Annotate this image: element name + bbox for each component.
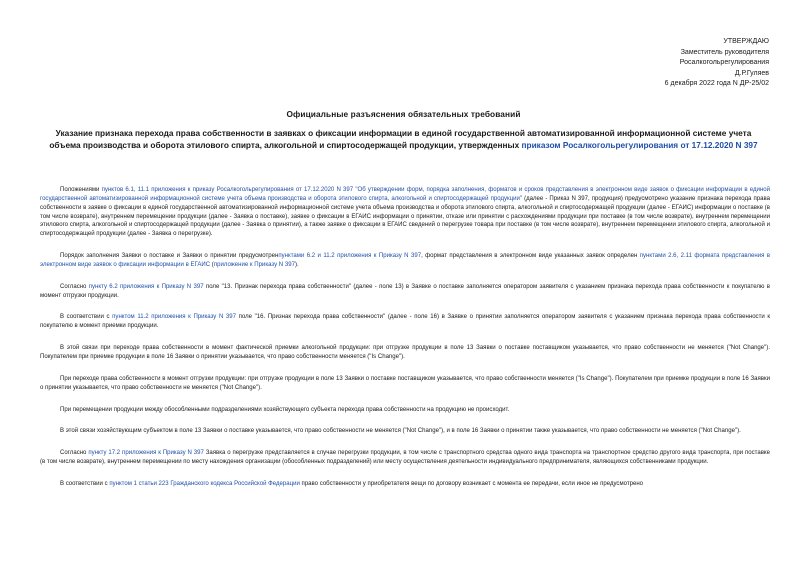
approver-position: Заместитель руководителя xyxy=(680,48,769,56)
subject-text: Указание признака перехода права собственности в заявках о фиксации информации в единой государственной автоматизированной информационной системе учета объема производства и оборота этилового спирта, алкогольной и спиртосодержащей продукции, утвержденных xyxy=(49,128,752,150)
paragraph-text: Согласно xyxy=(60,283,89,290)
doc-link[interactable]: приложение к Приказу N 397 xyxy=(213,261,295,268)
approval-stamp: УТВЕРЖДАЮ xyxy=(723,38,769,45)
paragraph-4 xyxy=(40,313,770,331)
doc-link[interactable]: пунктов 6.1, 11.1 приложения к приказу Росалкогольрегулирования от 17.12.2020 N 397 xyxy=(101,187,354,193)
doc-link[interactable]: пунктом 1 статьи 223 Гражданского кодекса Российской Федерации xyxy=(109,480,300,487)
paragraph-text: поле "13. Признак перехода права собственности" (далее - поле 13) в Заявке о поставке заполняется оператором заявителя с указанием признака перехода права собственности к покупателю в момент отгрузки продукции. xyxy=(40,283,770,299)
document-subject xyxy=(40,127,767,151)
doc-link[interactable]: пунктом 11.2 приложения к Приказу N 397 xyxy=(112,314,237,321)
paragraph-9 xyxy=(40,449,770,467)
paragraph-text: В соответствии с xyxy=(60,314,113,321)
paragraph-8: В этой связи хозяйствующим субъектом в поле 13 Заявки о поставке указывается, что право собственности не меняется ("Not Change"), и в поле 16 Заявки о принятии также указывается, что право собственности не меняется ("Not Change"). xyxy=(60,428,741,435)
paragraph-10 xyxy=(40,480,770,489)
approval-block xyxy=(569,37,769,90)
paragraph-text: Заявка о перегрузке представляется в случае перегрузки продукции, в том числе с транспортного средства одного вида транспорта на транспортное средство другого вида транспорта, при поставке (в том числе возврате), внутреннем перемещении по месту нахождения организации (обособленных подразделений) или месту осуществления деятельности индивидуального предпринимателя, являющихся собственниками продукции. xyxy=(40,450,770,466)
paragraph-text: (далее - Приказ N 397, продукция) предусмотрено указание признака перехода права собственности в заявке о фиксации в единой государственной автоматизированной информационной системе учета объема производства и оборота этилового спирта, алкогольной и спиртосодержащей продукции (далее - ЕГАИС) информации о поставке (в том числе возврате), внутреннем перемещении продукции (далее - Заявка о поставке), заявке о фиксации в ЕГАИС информации о принятии, отказе или принятии с расхождениями продукции при поставке (в том числе возврате), внутреннем перемещении этилового спирта, алкогольной и спиртосодержащей продукции (далее - Заявка о принятии), а также заявке о фиксации в ЕГАИС сведений о перегрузке товара при поставке (в том числе возврате), внутреннем перемещении этилового спирта, алкогольной и спиртосодержащей продукции (далее - Заявка о перегрузке). xyxy=(40,195,770,238)
paragraph-text: В соответствии с xyxy=(60,480,110,487)
doc-link[interactable]: пунктами 6.2 и 11.2 приложения к Приказу N 397 xyxy=(278,253,422,260)
paragraph-text: ). xyxy=(294,261,299,268)
paragraph-5: В этой связи при переходе права собственности в момент фактической приемки алкогольной продукции: при отгрузке продукции в поле 13 Заявки о поставке поставщиком указывается, что право собственности не меняется ("Not Change"). Покупателем при приемке продукции в поле 16 Заявки о принятии указывается, что право собственности меняется ("Is Change"). xyxy=(40,345,770,360)
paragraph-text: ( xyxy=(210,261,214,268)
paragraph-1 xyxy=(40,186,770,239)
approver-organization: Росалкогольрегулирования xyxy=(679,59,769,67)
document-heading: Официальные разъяснения обязательных требований xyxy=(286,109,521,119)
paragraph-text: Согласно xyxy=(60,450,89,457)
order-link[interactable]: приказом Росалкогольрегулирования от 17.12.2020 N 397 xyxy=(521,140,758,150)
doc-link[interactable]: пункту 17.2 приложения к Приказу N 397 xyxy=(88,450,204,457)
doc-link[interactable]: пункту 6.2 приложения к Приказу N 397 xyxy=(88,283,204,290)
document-body xyxy=(40,186,770,502)
paragraph-7: При перемещении продукции между обособленными подразделениями хозяйствующего субъекта перехода права собственности на продукцию не происходит. xyxy=(60,406,510,413)
approval-date: 6 декабря 2022 года N ДР-25/02 xyxy=(664,80,769,88)
paragraph-text: Порядок заполнения Заявки о поставке и Заявки о принятии предусмотрен xyxy=(60,253,279,260)
paragraph-3 xyxy=(40,283,770,301)
doc-link[interactable]: пунктами 2.6, 2.11 формата представления в электронном виде заявок о фиксации информации в ЕГАИС xyxy=(40,253,771,268)
paragraph-text: право собственности у приобретателя вещи по договору возникает с момента ее передачи, если иное не предусмотрено xyxy=(299,480,644,487)
approver-name: Д.Р.Гуляев xyxy=(734,69,769,77)
paragraph-text: поле "16. Признак перехода права собственности" (далее - поле 16) в Заявке о принятии заполняется оператором заявителя с указанием признака перехода права собственности к покупателю в момент приемки продукции. xyxy=(40,314,770,330)
paragraph-text: Положениями xyxy=(60,187,102,193)
paragraph-6: При переходе права собственности в момент отгрузки продукции: при отгрузке продукции в поле 13 Заявки о поставке поставщиком указывается, что право собственности меняется ("Is Change"). Покупателем при приемке продукции в поле 16 Заявки о принятии указывается, что право собственности не меняется ("Not Change"). xyxy=(40,375,770,391)
paragraph-2 xyxy=(40,252,770,270)
paragraph-text: , формат представления в электронном виде указанных заявок определен xyxy=(421,253,640,260)
doc-link[interactable]: "Об утверждении форм, порядка заполнения, форматов и сроков представления в электронном виде заявок о фиксации информации в единой государственной автоматизированной информационной системе учета объема производства и оборота этилового спирта, алкогольной и спиртосодержащей продукции" xyxy=(40,187,770,202)
